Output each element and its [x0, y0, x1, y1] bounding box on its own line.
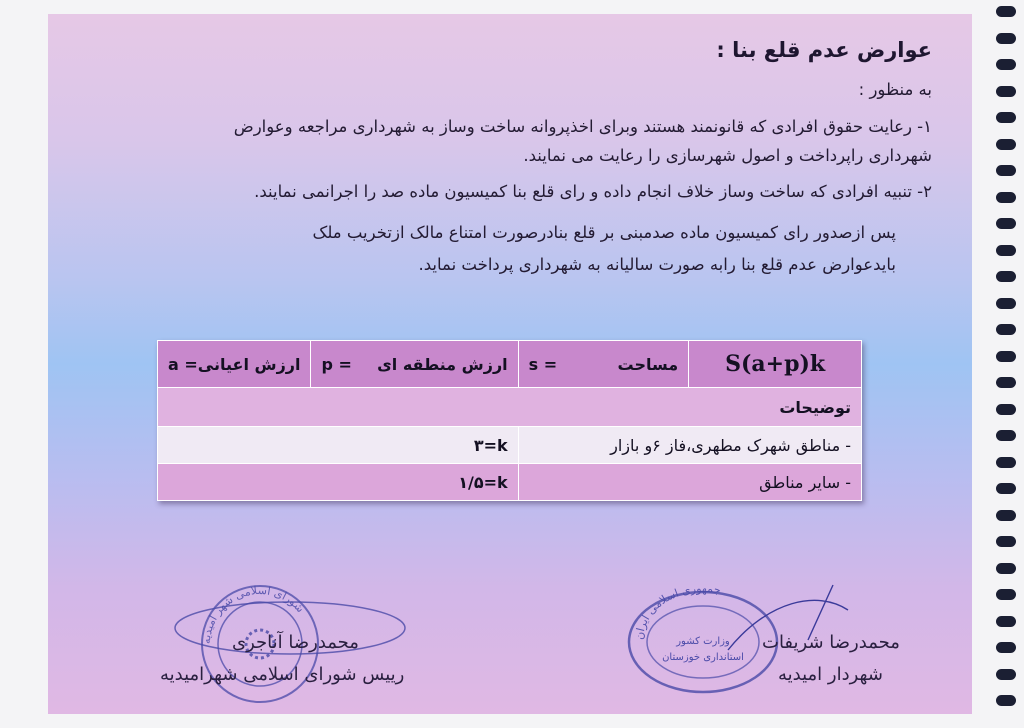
table-header-row — [158, 341, 862, 388]
area-label: مساحت — [617, 354, 679, 374]
binding-ring — [996, 112, 1016, 123]
seal-center-subtext: استانداری خوزستان — [662, 652, 744, 663]
formula: S(a+p)k — [725, 351, 826, 377]
binding-ring — [996, 298, 1016, 309]
asset-label: ارزش اعیانی — [197, 354, 301, 374]
binding-ring — [996, 430, 1016, 441]
right-signatory-name: محمدرضا شریفات — [762, 632, 900, 653]
spiral-binding — [996, 0, 1018, 728]
binding-ring — [996, 351, 1016, 362]
document-heading: عوارض عدم قلع بنا : — [716, 38, 932, 62]
binding-ring — [996, 192, 1016, 203]
row-value — [158, 427, 519, 464]
zone-var: p = — [321, 354, 352, 374]
row-label: - مناطق شهرک مطهری،فاز ۶و بازار — [518, 427, 861, 464]
binding-ring — [996, 165, 1016, 176]
body-line-2: شهرداری راپرداخت و اصول شهرسازی را رعایت می نمایند. — [523, 146, 932, 165]
zone-label: ارزش منطقه ای — [377, 354, 508, 374]
binding-ring — [996, 139, 1016, 150]
asset-var: a = — [168, 354, 198, 374]
right-signatory-title: شهردار امیدیه — [778, 664, 883, 685]
left-signatory-title: رییس شورای اسلامی شهرامیدیه — [160, 664, 405, 685]
binding-ring — [996, 616, 1016, 627]
council-seal-text: شورای اسلامی شهر امیدیه — [199, 583, 307, 645]
binding-ring — [996, 695, 1016, 706]
body-line-1: ۱- رعایت حقوق افرادی که قانونمند هستند وبرای اخذپروانه ساخت وساز به شهرداری مراجعه وعوارض — [233, 117, 932, 136]
governorate-seal-text: جمهوری اسلامی ایران — [632, 581, 722, 641]
table-row — [158, 427, 862, 464]
binding-ring — [996, 218, 1016, 229]
binding-ring — [996, 404, 1016, 415]
binding-ring — [996, 377, 1016, 388]
binding-ring — [996, 563, 1016, 574]
row-value — [158, 464, 519, 501]
binding-ring — [996, 33, 1016, 44]
formula-cell — [689, 341, 862, 388]
binding-ring — [996, 642, 1016, 653]
binding-ring — [996, 669, 1016, 680]
binding-ring — [996, 457, 1016, 468]
row-value-text: ۱/۵=k — [458, 472, 508, 492]
binding-ring — [996, 324, 1016, 335]
binding-ring — [996, 483, 1016, 494]
notes-label: توضیحات — [158, 388, 862, 427]
binding-ring — [996, 86, 1016, 97]
area-cell — [518, 341, 689, 388]
left-signatory-name: محمدرضا آناجری — [232, 632, 359, 653]
table-row — [158, 464, 862, 501]
intro-line: به منظور : — [858, 80, 932, 99]
binding-ring — [996, 245, 1016, 256]
zone-cell — [311, 341, 518, 388]
notes-row — [158, 388, 862, 427]
row-label: - سایر مناطق — [518, 464, 861, 501]
area-var: s = — [528, 354, 558, 374]
binding-ring — [996, 536, 1016, 547]
body-line-5: بایدعوارض عدم قلع بنا رابه صورت سالیانه به شهرداری پرداخت نماید. — [418, 255, 896, 274]
body-line-4: پس ازصدور رای کمیسیون ماده صدمبنی بر قلع بنادرصورت امتناع مالک ازتخریب ملک — [312, 223, 896, 242]
row-value-text: ۳=k — [473, 435, 508, 455]
body-line-3: ۲- تنبیه افرادی که ساخت وساز خلاف انجام داده و رای قلع بنا کمیسیون ماده صد را اجرانمی نمایند. — [254, 182, 932, 201]
binding-ring — [996, 271, 1016, 282]
binding-ring — [996, 589, 1016, 600]
asset-cell — [158, 341, 311, 388]
binding-ring — [996, 6, 1016, 17]
binding-ring — [996, 59, 1016, 70]
binding-ring — [996, 510, 1016, 521]
seal-center-text: وزارت کشور — [676, 636, 730, 647]
fee-table — [157, 340, 862, 501]
